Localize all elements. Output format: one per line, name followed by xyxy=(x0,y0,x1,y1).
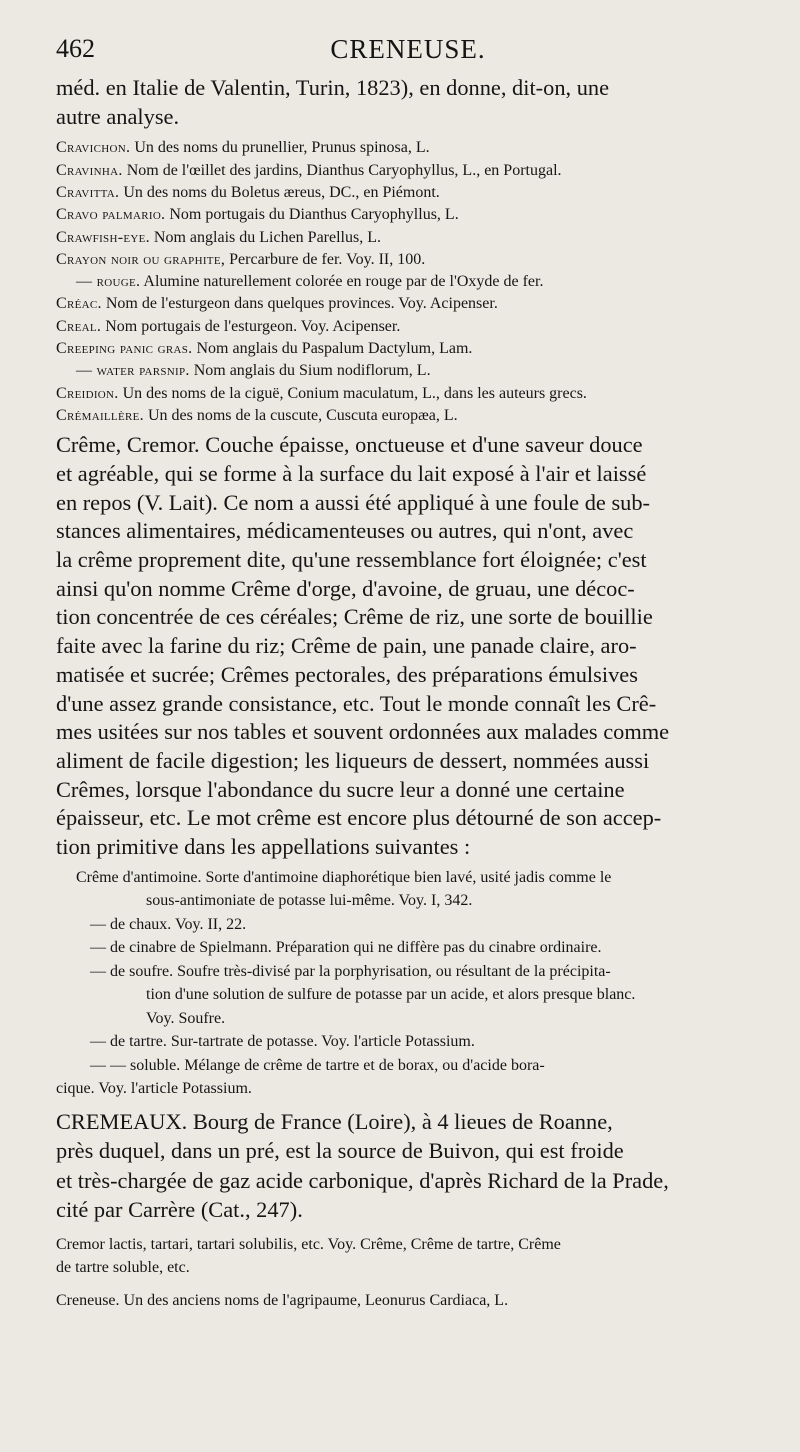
entries-group-a xyxy=(56,137,768,427)
text-line: matisée et sucrée; Crêmes pectorales, des préparations émulsives xyxy=(56,661,638,687)
dictionary-entry xyxy=(56,1289,768,1312)
entry-text: Un des noms de la ciguë, Conium maculatum, L., dans les auteurs grecs. xyxy=(122,384,587,402)
text-line: — de cinabre de Spielmann. Préparation qui ne diffère pas du cinabre ordinaire. xyxy=(90,939,602,957)
entry-headword: Cravinha. xyxy=(56,161,123,179)
dictionary-subentry xyxy=(56,936,768,960)
dictionary-subentry xyxy=(56,913,768,937)
text-line: tion concentrée de ces céréales; Crême de riz, une sorte de bouillie xyxy=(56,604,653,630)
text-line: Crême, Cremor. Couche épaisse, onctueuse et d'une saveur douce xyxy=(56,432,643,458)
text-line: stances alimentaires, médicamenteuses ou autres, qui n'ont, avec xyxy=(56,518,634,544)
page-number: 462 xyxy=(56,34,95,63)
dictionary-entry xyxy=(56,137,768,159)
dictionary-subentry xyxy=(56,271,768,293)
text-line: — — soluble. Mélange de crême de tartre et de borax, ou d'acide bora- xyxy=(90,1056,545,1074)
dictionary-entry xyxy=(56,316,768,338)
text-line: cique. Voy. l'article Potassium. xyxy=(56,1080,252,1098)
text-line: CREMEAUX. Bourg de France (Loire), à 4 lieues de Roanne, xyxy=(56,1108,613,1134)
dictionary-entry xyxy=(56,293,768,315)
text-line: de tartre soluble, etc. xyxy=(56,1258,190,1276)
entry-headword: Cravitta. xyxy=(56,184,120,201)
entry-text: Percarbure de fer. Voy. II, 100. xyxy=(229,250,426,268)
text-line: aliment de facile digestion; les liqueurs de dessert, nommées aussi xyxy=(56,748,650,773)
entry-headword: Crawfish-eye. xyxy=(56,228,150,246)
dictionary-entry xyxy=(56,338,768,360)
entries-group-b xyxy=(56,866,768,1101)
entry-text: Nom anglais du Paspalum Dactylum, Lam. xyxy=(196,340,473,358)
entry-headword: Creal. xyxy=(56,317,102,335)
text-line: tion d'une solution de sulfure de potasse par un acide, et alors presque blanc. xyxy=(146,986,636,1004)
dictionary-entry xyxy=(56,227,768,249)
dictionary-subentry xyxy=(56,1054,768,1101)
continued-paragraph xyxy=(56,74,768,131)
creme-article xyxy=(56,431,768,862)
entry-text: Nom portugais de l'esturgeon. Voy. Acipenser. xyxy=(105,317,401,335)
entry-text: Un des noms du Boletus æreus, DC., en Piémont. xyxy=(123,184,440,201)
entry-headword: — water parsnip. xyxy=(76,362,190,380)
entry-text: Nom portugais du Dianthus Caryophyllus, L. xyxy=(169,206,459,224)
text-line: faite avec la farine du riz; Crême de pain, une panade claire, aro- xyxy=(56,633,637,659)
entry-headword: Creidion. xyxy=(56,384,119,402)
text-line: méd. en Italie de Valentin, Turin, 1823), en donne, dit-on, une xyxy=(56,75,610,100)
entry-text: Nom de l'esturgeon dans quelques provinces. Voy. Acipenser. xyxy=(105,295,498,313)
entry-headword: — rouge. xyxy=(76,273,141,291)
text-line: — de chaux. Voy. II, 22. xyxy=(90,915,247,933)
text-line: en repos (V. Lait). Ce nom a aussi été appliqué à une foule de sub- xyxy=(56,489,651,515)
dictionary-entry xyxy=(56,1233,768,1279)
dictionary-subentry xyxy=(56,960,768,1031)
text-line: et agréable, qui se forme à la surface du lait exposé à l'air et laissé xyxy=(56,460,647,486)
entry-text: Alumine naturellement colorée en rouge par de l'Oxyde de fer. xyxy=(143,273,544,291)
text-line: — de tartre. Sur-tartrate de potasse. Voy. l'article Potassium. xyxy=(90,1033,475,1051)
running-title: CRENEUSE. xyxy=(330,34,486,64)
entry-headword: Crayon noir ou graphite, xyxy=(56,250,226,268)
entry-headword: Creeping panic gras. xyxy=(56,340,193,358)
entries-group-c xyxy=(56,1233,768,1312)
entry-headword: Cravichon. xyxy=(56,139,131,157)
dictionary-entry xyxy=(56,160,768,182)
entry-text: Un des noms du prunellier, Prunus spinosa, L. xyxy=(134,139,430,157)
text-line: la crême proprement dite, qu'une ressemblance fort éloignée; c'est xyxy=(56,547,647,573)
dictionary-entry xyxy=(56,182,768,204)
entry-headword: Crémaillère. xyxy=(56,406,144,424)
text-line: mes usitées sur nos tables et souvent ordonnées aux malades comme xyxy=(56,719,670,745)
text-line: épaisseur, etc. Le mot crême est encore plus détourné de son accep- xyxy=(56,805,662,831)
text-line: sous-antimoniate de potasse lui-même. Voy. I, 342. xyxy=(146,892,473,910)
dictionary-entry xyxy=(56,249,768,271)
entry-text: Nom anglais du Sium nodiflorum, L. xyxy=(193,362,431,380)
page-header xyxy=(56,34,760,74)
entry-text: Nom anglais du Lichen Parellus, L. xyxy=(153,228,381,246)
text-line: Creneuse. Un des anciens noms de l'agripaume, Leonurus Cardiaca, L. xyxy=(56,1291,509,1309)
dictionary-subentry xyxy=(56,360,768,382)
text-line: Crêmes, lorsque l'abondance du sucre leur a donné une certaine xyxy=(56,776,625,802)
text-line: — de soufre. Soufre très-divisé par la porphyrisation, ou résultant de la précipita- xyxy=(90,962,611,980)
dictionary-entry xyxy=(56,405,768,427)
text-line: tion primitive dans les appellations suivantes : xyxy=(56,834,471,860)
entry-text: Un des noms de la cuscute, Cuscuta europæa, L. xyxy=(147,406,458,424)
text-line: d'une assez grande consistance, etc. Tout le monde connaît les Crê- xyxy=(56,690,657,716)
dictionary-subentry xyxy=(56,866,768,913)
text-line: ainsi qu'on nomme Crême d'orge, d'avoine, de gruau, une décoc- xyxy=(56,575,635,601)
text-line: Crême d'antimoine. Sorte d'antimoine diaphorétique bien lavé, usité jadis comme le xyxy=(76,868,612,886)
text-line: et très-chargée de gaz acide carbonique, d'après Richard de la Prade, xyxy=(56,1167,669,1193)
entry-text: Nom de l'œillet des jardins, Dianthus Caryophyllus, L., en Portugal. xyxy=(126,161,562,179)
entry-headword: Créac. xyxy=(56,295,102,313)
entry-headword: Cravo palmario. xyxy=(56,206,166,224)
text-line: Cremor lactis, tartari, tartari solubilis, etc. Voy. Crême, Crême de tartre, Crême xyxy=(56,1235,561,1253)
text-line: près duquel, dans un pré, est la source de Buivon, qui est froide xyxy=(56,1138,624,1164)
cremeaux-article xyxy=(56,1107,768,1225)
text-line: cité par Carrère (Cat., 247). xyxy=(56,1197,303,1223)
page-body xyxy=(56,74,768,1312)
dictionary-entry xyxy=(56,383,768,405)
text-line: Voy. Soufre. xyxy=(146,1009,226,1027)
text-line: autre analyse. xyxy=(56,103,180,129)
dictionary-subentry xyxy=(56,1030,768,1054)
dictionary-entry xyxy=(56,204,768,226)
